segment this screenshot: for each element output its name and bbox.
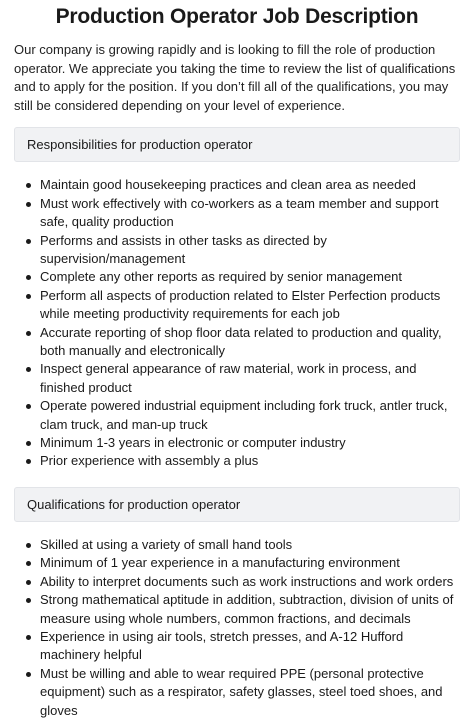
list-item-text: Accurate reporting of shop floor data related to production and quality, both manually and electronically	[40, 324, 442, 359]
list-item	[14, 232, 460, 269]
bullet-icon	[26, 367, 31, 372]
list-item	[14, 452, 460, 470]
list-item	[14, 591, 460, 628]
qualifications-heading-text: Qualifications for production operator	[27, 496, 241, 512]
bullet-icon	[26, 294, 31, 299]
intro-paragraph: Our company is growing rapidly and is looking to fill the role of production operator. We appreciate you taking the time to review the list of qualifications and to apply for the position. If you don’t fill all of the qualifications, you may still be considered depending on your level of experience.	[14, 42, 456, 113]
list-item-text: Strong mathematical aptitude in addition, subtraction, division of units of measure using whole numbers, common fractions, and decimals	[40, 592, 454, 626]
bullet-icon	[26, 598, 31, 603]
list-item-text: Operate powered industrial equipment including fork truck, antler truck, clam truck, and man-up truck	[40, 398, 448, 432]
list-item-text: Ability to interpret documents such as work instructions and work orders	[40, 573, 454, 589]
bullet-icon	[26, 672, 31, 677]
list-item	[14, 176, 460, 194]
list-item-text: Inspect general appearance of raw material, work in process, and finished product	[40, 361, 417, 395]
list-item-text: Must work effectively with co-workers as a team member and support safe, quality production	[40, 195, 439, 230]
list-item-text: Complete any other reports as required by senior management	[40, 269, 403, 285]
list-item	[14, 324, 460, 361]
bullet-icon	[26, 331, 31, 336]
qualifications-heading	[14, 487, 460, 522]
list-item-text: Performs and assists in other tasks as directed by supervision/management	[40, 232, 327, 266]
bullet-icon	[26, 561, 31, 566]
list-item-text: Prior experience with assembly a plus	[40, 453, 259, 469]
bullet-icon	[26, 441, 31, 446]
list-item	[14, 554, 460, 572]
bullet-icon	[26, 202, 31, 207]
list-item	[14, 536, 460, 554]
bullet-icon	[26, 404, 31, 409]
list-item-text: Minimum 1-3 years in electronic or computer industry	[40, 435, 346, 451]
bullet-icon	[26, 580, 31, 585]
list-item-text: Must be willing and able to wear required PPE (personal protective equipment) such as a respirator, safety glasses, steel toed shoes, and gloves	[40, 665, 443, 718]
bullet-icon	[26, 635, 31, 640]
bullet-icon	[26, 183, 31, 188]
bullet-icon	[26, 239, 31, 244]
list-item	[14, 573, 460, 591]
bullet-icon	[26, 275, 31, 280]
list-item	[14, 268, 460, 286]
page-title: Production Operator Job Description	[55, 5, 419, 28]
list-item	[14, 287, 460, 324]
responsibilities-heading-text: Responsibilities for production operator	[27, 137, 253, 153]
list-item	[14, 195, 460, 232]
list-item	[14, 397, 460, 434]
list-item-text: Experience in using air tools, stretch presses, and A-12 Hufford machinery helpful	[40, 628, 404, 663]
responsibilities-heading	[14, 127, 460, 162]
responsibilities-list	[14, 176, 460, 471]
list-item-text: Skilled at using a variety of small hand tools	[40, 536, 293, 552]
list-item	[14, 628, 460, 665]
list-item-text: Minimum of 1 year experience in a manufacturing environment	[40, 555, 400, 571]
list-item-text: Maintain good housekeeping practices and clean area as needed	[40, 177, 416, 193]
list-item	[14, 665, 460, 720]
list-item	[14, 434, 460, 452]
bullet-icon	[26, 459, 31, 464]
qualifications-list	[14, 536, 460, 720]
list-item	[14, 360, 460, 397]
bullet-icon	[26, 543, 31, 548]
list-item-text: Perform all aspects of production related to Elster Perfection products while meeting productivity requirements for each job	[40, 287, 441, 322]
